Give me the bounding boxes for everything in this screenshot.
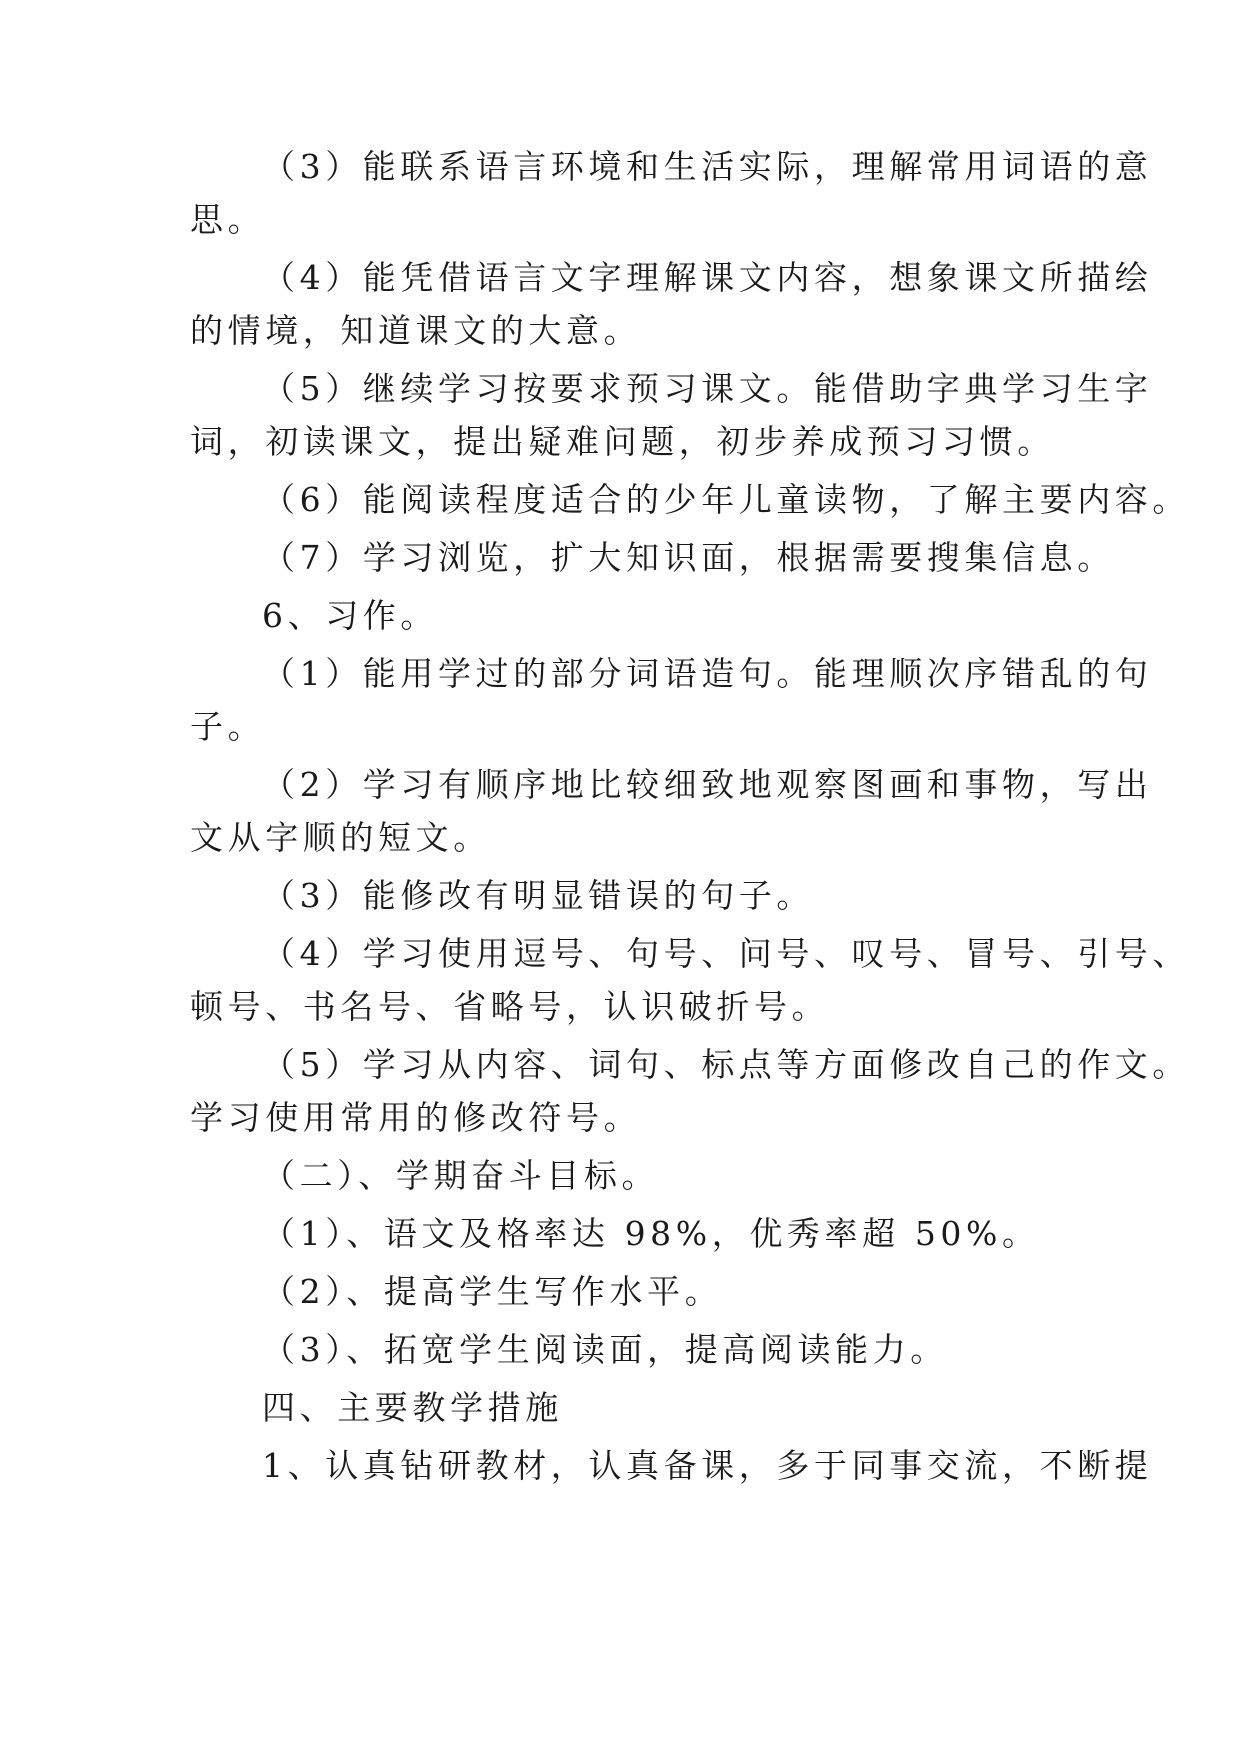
paragraph-reading-3-line-1: （3）能联系语言环境和生活实际，理解常用词语的意 xyxy=(262,147,1153,186)
paragraph-writing-3: （3）能修改有明显错误的句子。 xyxy=(262,876,814,915)
paragraph-reading-4-line-2: 的情境，知道课文的大意。 xyxy=(190,311,642,350)
paragraph-writing-2-line-2: 文从字顺的短文。 xyxy=(190,818,491,857)
paragraph-writing-1-line-1: （1）能用学过的部分词语造句。能理顺次序错乱的句 xyxy=(262,654,1153,693)
paragraph-reading-3-line-2: 思。 xyxy=(190,200,266,239)
measure-1-line-1: 1、认真钻研教材，认真备课，多于同事交流，不断提 xyxy=(262,1446,1153,1485)
paragraph-writing-4-line-2: 顿号、书名号、省略号，认识破折号。 xyxy=(190,987,830,1026)
goals-heading: （二）、学期奋斗目标。 xyxy=(262,1156,660,1195)
paragraph-writing-4-line-1: （4）学习使用逗号、句号、问号、叹号、冒号、引号、 xyxy=(262,934,1190,973)
measures-heading: 四、主要教学措施 xyxy=(262,1388,563,1427)
goal-2: （2）、提高学生写作水平。 xyxy=(262,1272,723,1311)
goal-3: （3）、拓宽学生阅读面，提高阅读能力。 xyxy=(262,1330,948,1369)
paragraph-reading-5-line-1: （5）继续学习按要求预习课文。能借助字典学习生字 xyxy=(262,369,1153,408)
paragraph-reading-4-line-1: （4）能凭借语言文字理解课文内容，想象课文所描绘 xyxy=(262,258,1153,297)
paragraph-writing-2-line-1: （2）学习有顺序地比较细致地观察图画和事物，写出 xyxy=(262,765,1153,804)
paragraph-reading-5-line-2: 词，初读课文，提出疑难问题，初步养成预习习惯。 xyxy=(190,422,1055,461)
paragraph-reading-7: （7）学习浏览，扩大知识面，根据需要搜集信息。 xyxy=(262,538,1115,577)
paragraph-writing-5-line-2: 学习使用常用的修改符号。 xyxy=(190,1098,642,1137)
goal-1: （1）、语文及格率达 98%，优秀率超 50%。 xyxy=(262,1214,1040,1253)
paragraph-writing-1-line-2: 子。 xyxy=(190,707,266,746)
section-6-heading: 6、习作。 xyxy=(262,596,438,635)
paragraph-writing-5-line-1: （5）学习从内容、词句、标点等方面修改自己的作文。 xyxy=(262,1045,1190,1084)
paragraph-reading-6: （6）能阅读程度适合的少年儿童读物，了解主要内容。 xyxy=(262,480,1190,519)
